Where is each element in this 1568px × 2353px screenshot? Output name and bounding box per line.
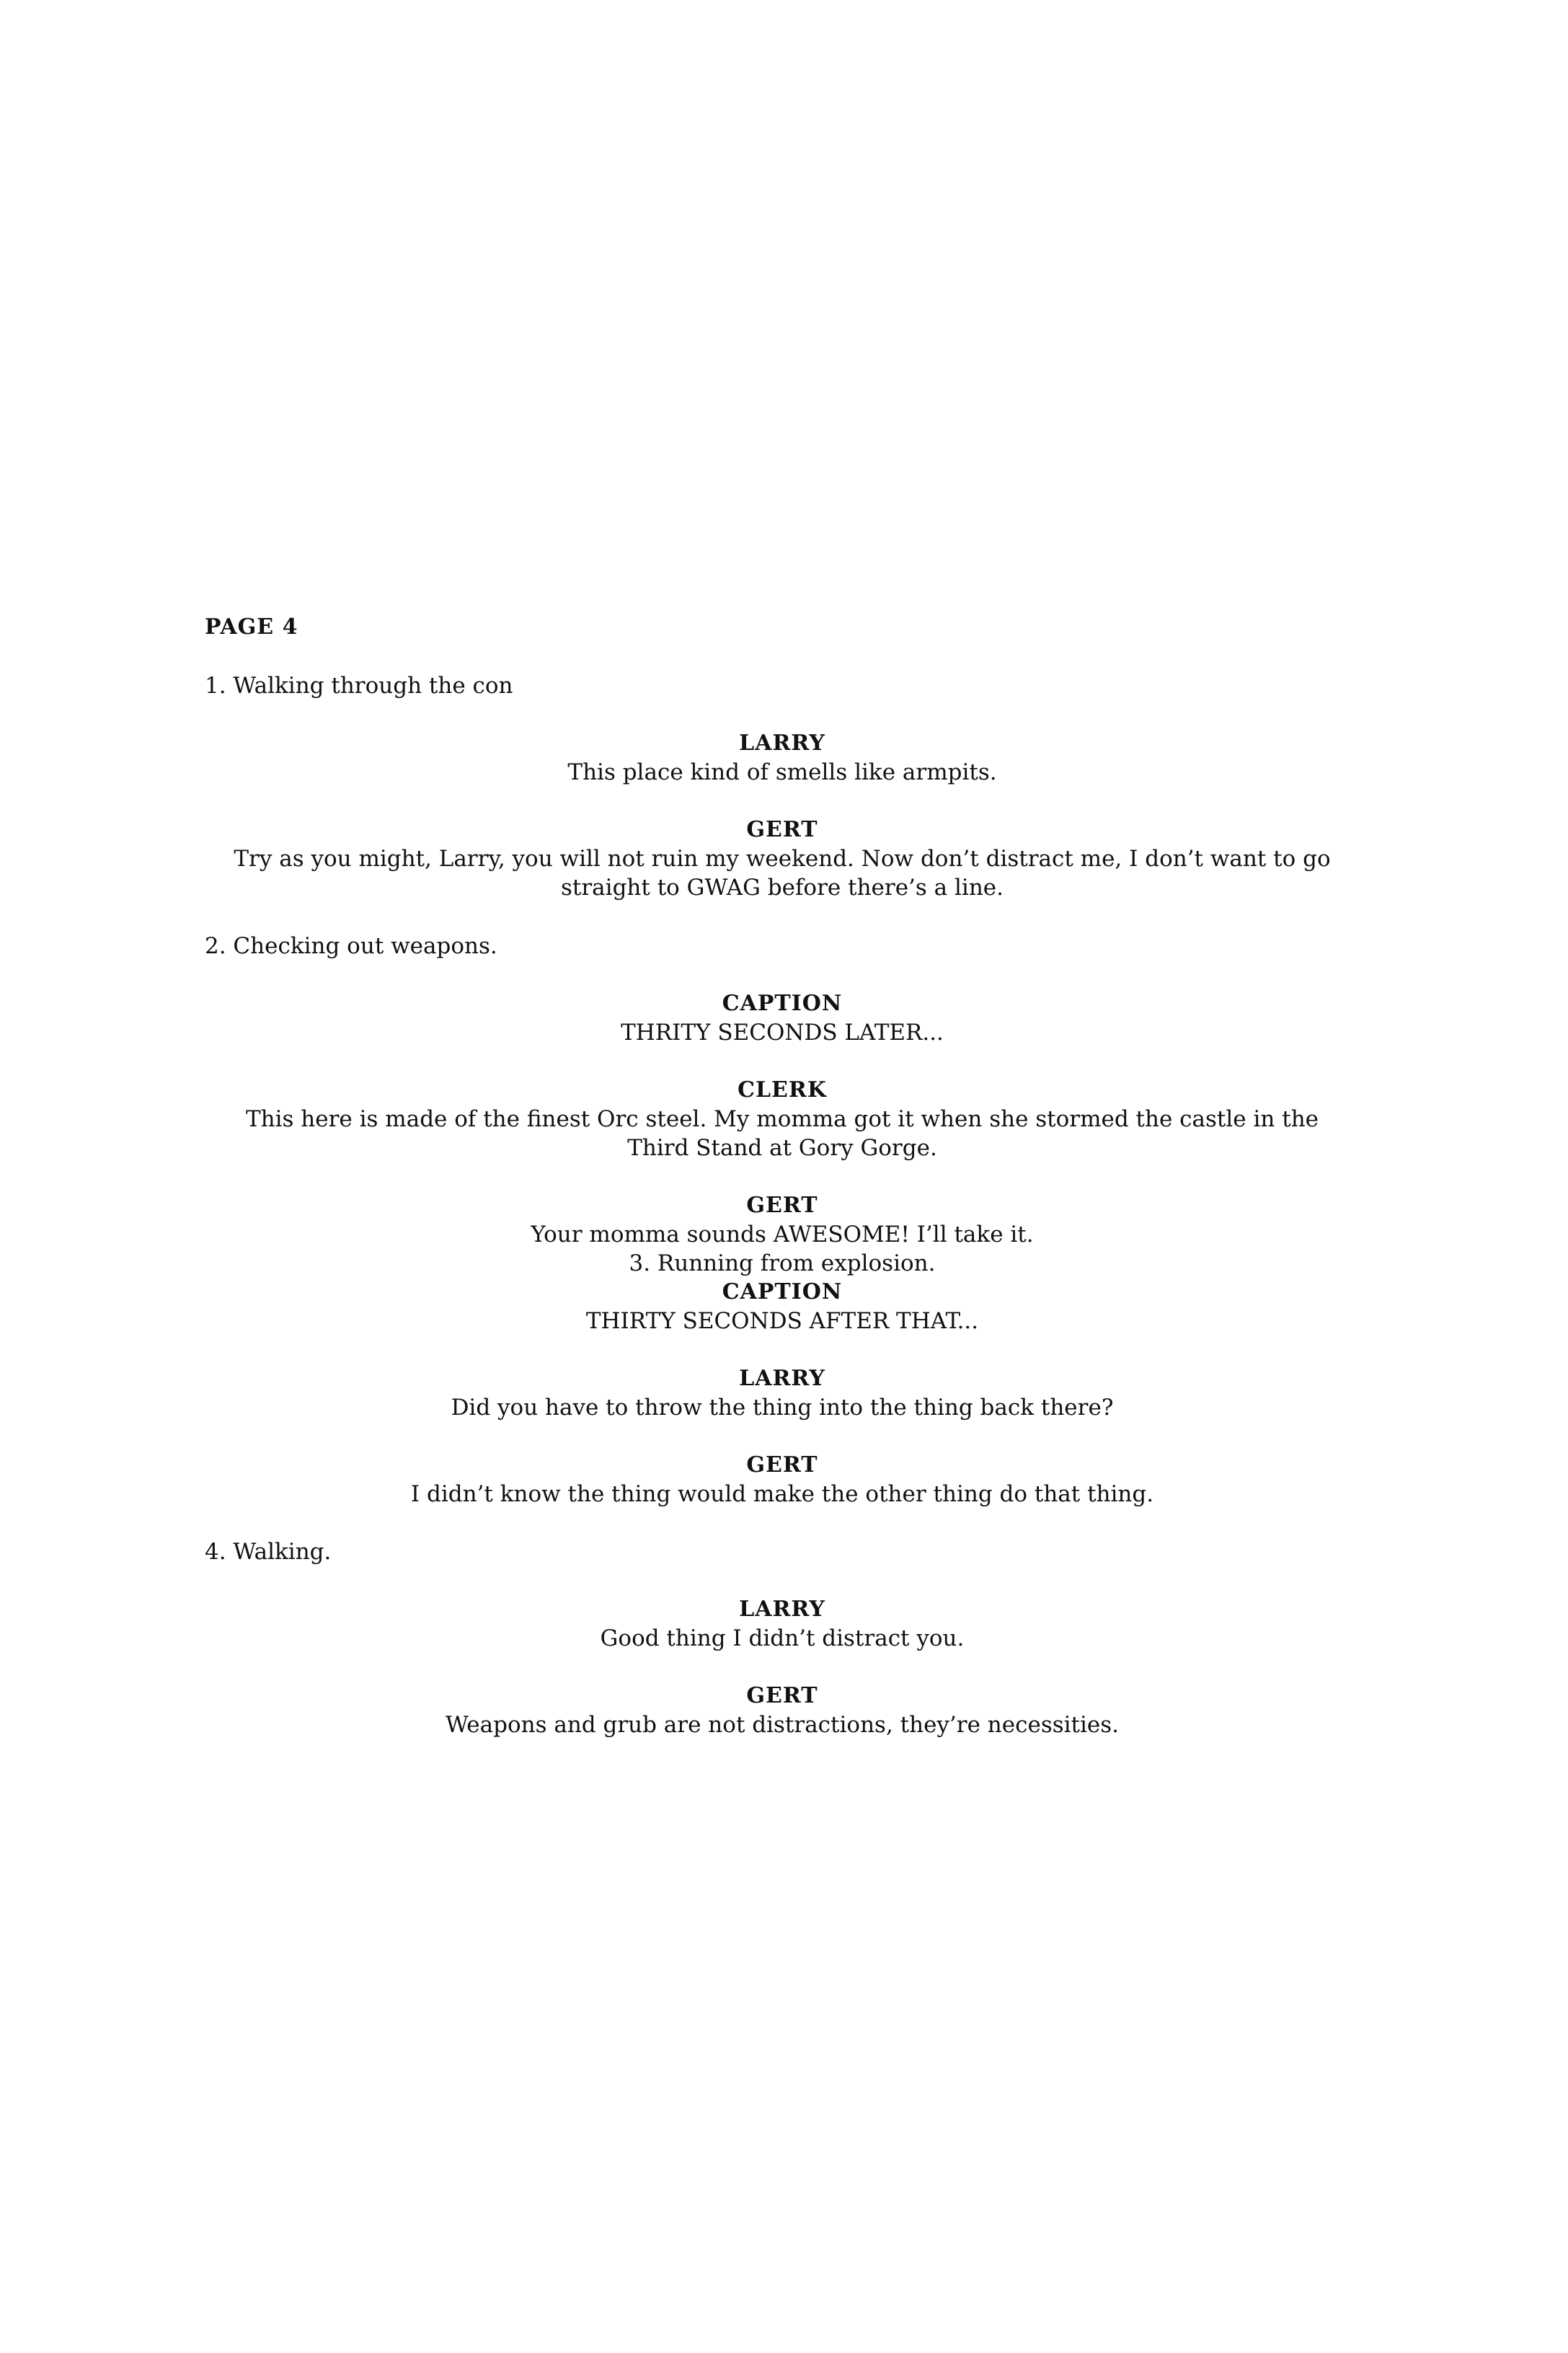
panel-4-description: 4. Walking. <box>205 1539 332 1565</box>
speaker-caption: CAPTION <box>722 991 843 1016</box>
dialogue-line: This here is made of the finest Orc steel. My momma got it when she stormed the castle in the <box>245 1106 1319 1132</box>
dialogue-line: straight to GWAG before there’s a line. <box>561 875 1004 901</box>
speaker-clerk: CLERK <box>738 1077 827 1103</box>
speaker-gert: GERT <box>746 1193 818 1218</box>
panel-1-description: 1. Walking through the con <box>205 673 513 699</box>
speaker-gert: GERT <box>746 1452 818 1478</box>
panel-3-description: 3. Running from explosion. <box>629 1250 936 1276</box>
speaker-gert: GERT <box>746 817 818 842</box>
speaker-caption: CAPTION <box>722 1279 843 1304</box>
page-heading: PAGE 4 <box>205 614 298 640</box>
dialogue-line: Try as you might, Larry, you will not ruin my weekend. Now don’t distract me, I don’t want to go <box>234 846 1331 872</box>
dialogue-line: Weapons and grub are not distractions, they’re necessities. <box>445 1712 1120 1738</box>
speaker-gert: GERT <box>746 1683 818 1708</box>
speaker-larry: LARRY <box>739 1366 825 1391</box>
dialogue-line: I didn’t know the thing would make the other thing do that thing. <box>410 1481 1154 1507</box>
dialogue-line: Third Stand at Gory Gorge. <box>627 1135 937 1161</box>
speaker-larry: LARRY <box>739 730 825 756</box>
panel-2-description: 2. Checking out weapons. <box>205 933 497 959</box>
dialogue-line: Your momma sounds AWESOME! I’ll take it. <box>531 1222 1034 1248</box>
caption-text: THRITY SECONDS LATER... <box>621 1020 944 1046</box>
speaker-larry: LARRY <box>739 1597 825 1622</box>
dialogue-line: Good thing I didn’t distract you. <box>600 1625 965 1651</box>
dialogue-line: This place kind of smells like armpits. <box>567 759 997 785</box>
caption-text: THIRTY SECONDS AFTER THAT... <box>585 1308 979 1334</box>
dialogue-line: Did you have to throw the thing into the thing back there? <box>451 1395 1114 1421</box>
